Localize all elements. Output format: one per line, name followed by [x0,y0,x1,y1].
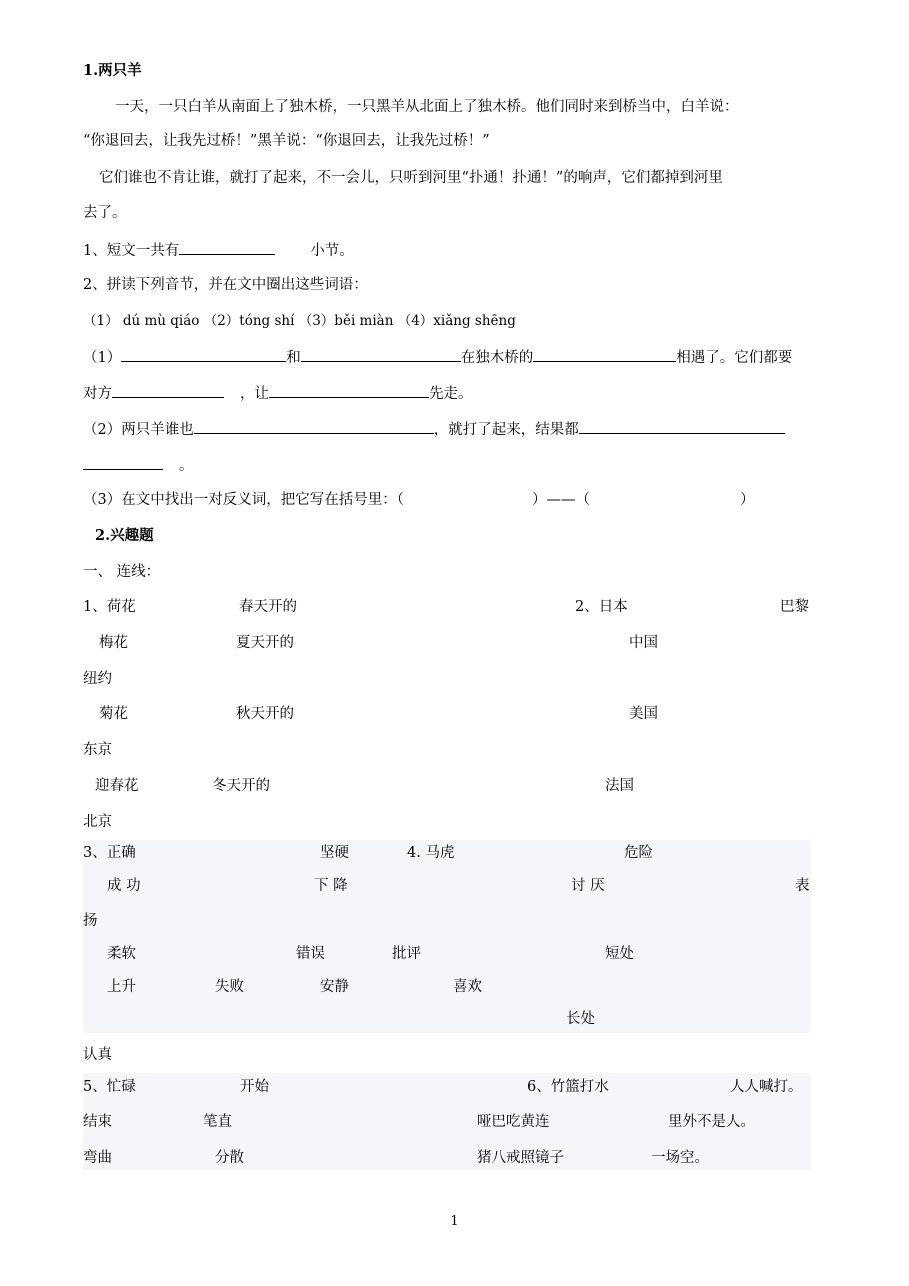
fill-text: 相遇了。它们都要 [676,350,793,366]
match-item[interactable]: 1、荷花 [83,599,136,615]
pinyin-line: （1） dú mù qiáo （2）tóng shí （3）běi miàn （4）xiǎng shēng [83,313,516,329]
match-item[interactable]: 迎春花 [95,778,139,794]
paragraph-line: 去了。 [83,205,127,221]
match-item[interactable]: 短处 [605,946,634,962]
answer-blank[interactable] [112,383,224,398]
answer-blank[interactable] [121,347,286,362]
fill-text: （3）在文中找出一对反义词，把它写在括号里：（ [83,492,404,508]
match-item[interactable]: 巴黎 [780,599,809,615]
fill-in-3 [83,490,754,510]
fill-text: ，就打了起来，结果都 [433,422,579,438]
match-item[interactable]: 猪八戒照镜子 [477,1150,564,1166]
match-item[interactable]: 成 功 [107,878,141,894]
answer-blank[interactable] [83,455,163,470]
match-item[interactable]: 一场空。 [651,1150,709,1166]
question-1 [83,240,354,261]
match-item[interactable]: 扬 [83,913,98,929]
section-title: 1.两只羊 [83,62,142,79]
fill-text: 对方 [83,386,112,402]
sub-title: 一、 连线： [83,564,161,580]
match-item[interactable]: 梅花 [99,635,128,651]
match-item[interactable]: 批评 [392,946,421,962]
match-item[interactable]: 3、正确 [83,845,136,861]
match-item[interactable]: 长处 [566,1011,595,1027]
fill-in-2 [83,419,785,440]
fill-text: ） [739,492,755,508]
match-item[interactable]: 认真 [83,1047,112,1063]
answer-blank[interactable] [194,419,434,434]
match-item[interactable]: 东京 [83,742,112,758]
match-item[interactable]: 上升 [107,979,136,995]
fill-text: 和 [286,350,301,366]
match-item[interactable]: 开始 [240,1079,269,1095]
match-item[interactable]: 法国 [605,778,634,794]
answer-blank[interactable] [533,347,676,362]
match-item[interactable]: 笔直 [203,1114,232,1130]
match-item[interactable]: 中国 [629,635,658,651]
page-number: 1 [450,1214,459,1229]
match-item[interactable]: 6、竹篮打水 [527,1079,609,1095]
question-text: 小节。 [310,243,354,259]
match-item[interactable]: 纽约 [83,671,112,687]
match-item[interactable]: 坚硬 [320,845,349,861]
fill-text: 。 [179,458,194,474]
answer-blank[interactable] [579,419,785,434]
paragraph-line: “你退回去，让我先过桥！”黑羊说：“你退回去，让我先过桥！” [83,133,490,149]
match-item[interactable]: 错误 [296,946,325,962]
match-item[interactable]: 结束 [83,1114,112,1130]
fill-text: （1） [83,350,122,366]
match-item[interactable]: 里外不是人。 [668,1114,755,1130]
match-item[interactable]: 北京 [83,814,112,830]
answer-blank[interactable] [269,383,429,398]
fill-text: ，让 [240,386,269,402]
question-text: 1、短文一共有 [83,243,180,259]
question-2: 2、拼读下列音节，并在文中圈出这些词语： [83,277,368,293]
match-item[interactable]: 4. 马虎 [407,845,455,861]
fill-in-1-cont [83,383,473,404]
match-item[interactable]: 夏天开的 [236,635,294,651]
match-item[interactable]: 危险 [624,845,653,861]
match-item[interactable]: 讨 厌 [571,878,605,894]
match-item[interactable]: 春天开的 [239,599,297,615]
match-item[interactable]: 菊花 [99,706,128,722]
match-item[interactable]: 安静 [320,979,349,995]
fill-text: 先走。 [429,386,473,402]
match-item[interactable]: 秋天开的 [236,706,294,722]
match-item[interactable]: 5、忙碌 [83,1079,136,1095]
paragraph-line: 它们谁也不肯让谁，就打了起来，不一会儿，只听到河里“扑通！扑通！”的响声，它们都掉到河里 [99,170,723,186]
match-item[interactable]: 哑巴吃黄连 [477,1114,550,1130]
fill-text: ）——（ [531,492,590,508]
fill-text: （2）两只羊谁也 [83,422,194,438]
match-item[interactable]: 2、日本 [575,599,628,615]
fill-text: 在独木桥的 [460,350,534,366]
section-title: 2.兴趣题 [95,527,154,544]
shaded-region [83,840,811,1033]
match-item[interactable]: 分散 [215,1150,244,1166]
paragraph-line: 一天，一只白羊从南面上了独木桥，一只黑羊从北面上了独木桥。他们同时来到桥当中，白羊说： [115,99,739,115]
match-item[interactable]: 表 [795,878,810,894]
match-item[interactable]: 下 降 [314,878,348,894]
fill-in-1 [83,347,792,368]
answer-blank[interactable] [179,240,275,255]
match-item[interactable]: 喜欢 [453,979,482,995]
answer-blank[interactable] [301,347,461,362]
match-item[interactable]: 弯曲 [83,1150,112,1166]
match-item[interactable]: 柔软 [107,946,136,962]
match-item[interactable]: 人人喊打。 [730,1079,803,1095]
match-item[interactable]: 冬天开的 [212,778,270,794]
match-item[interactable]: 美国 [629,706,658,722]
fill-in-2-cont [83,455,194,476]
match-item[interactable]: 失败 [215,979,244,995]
